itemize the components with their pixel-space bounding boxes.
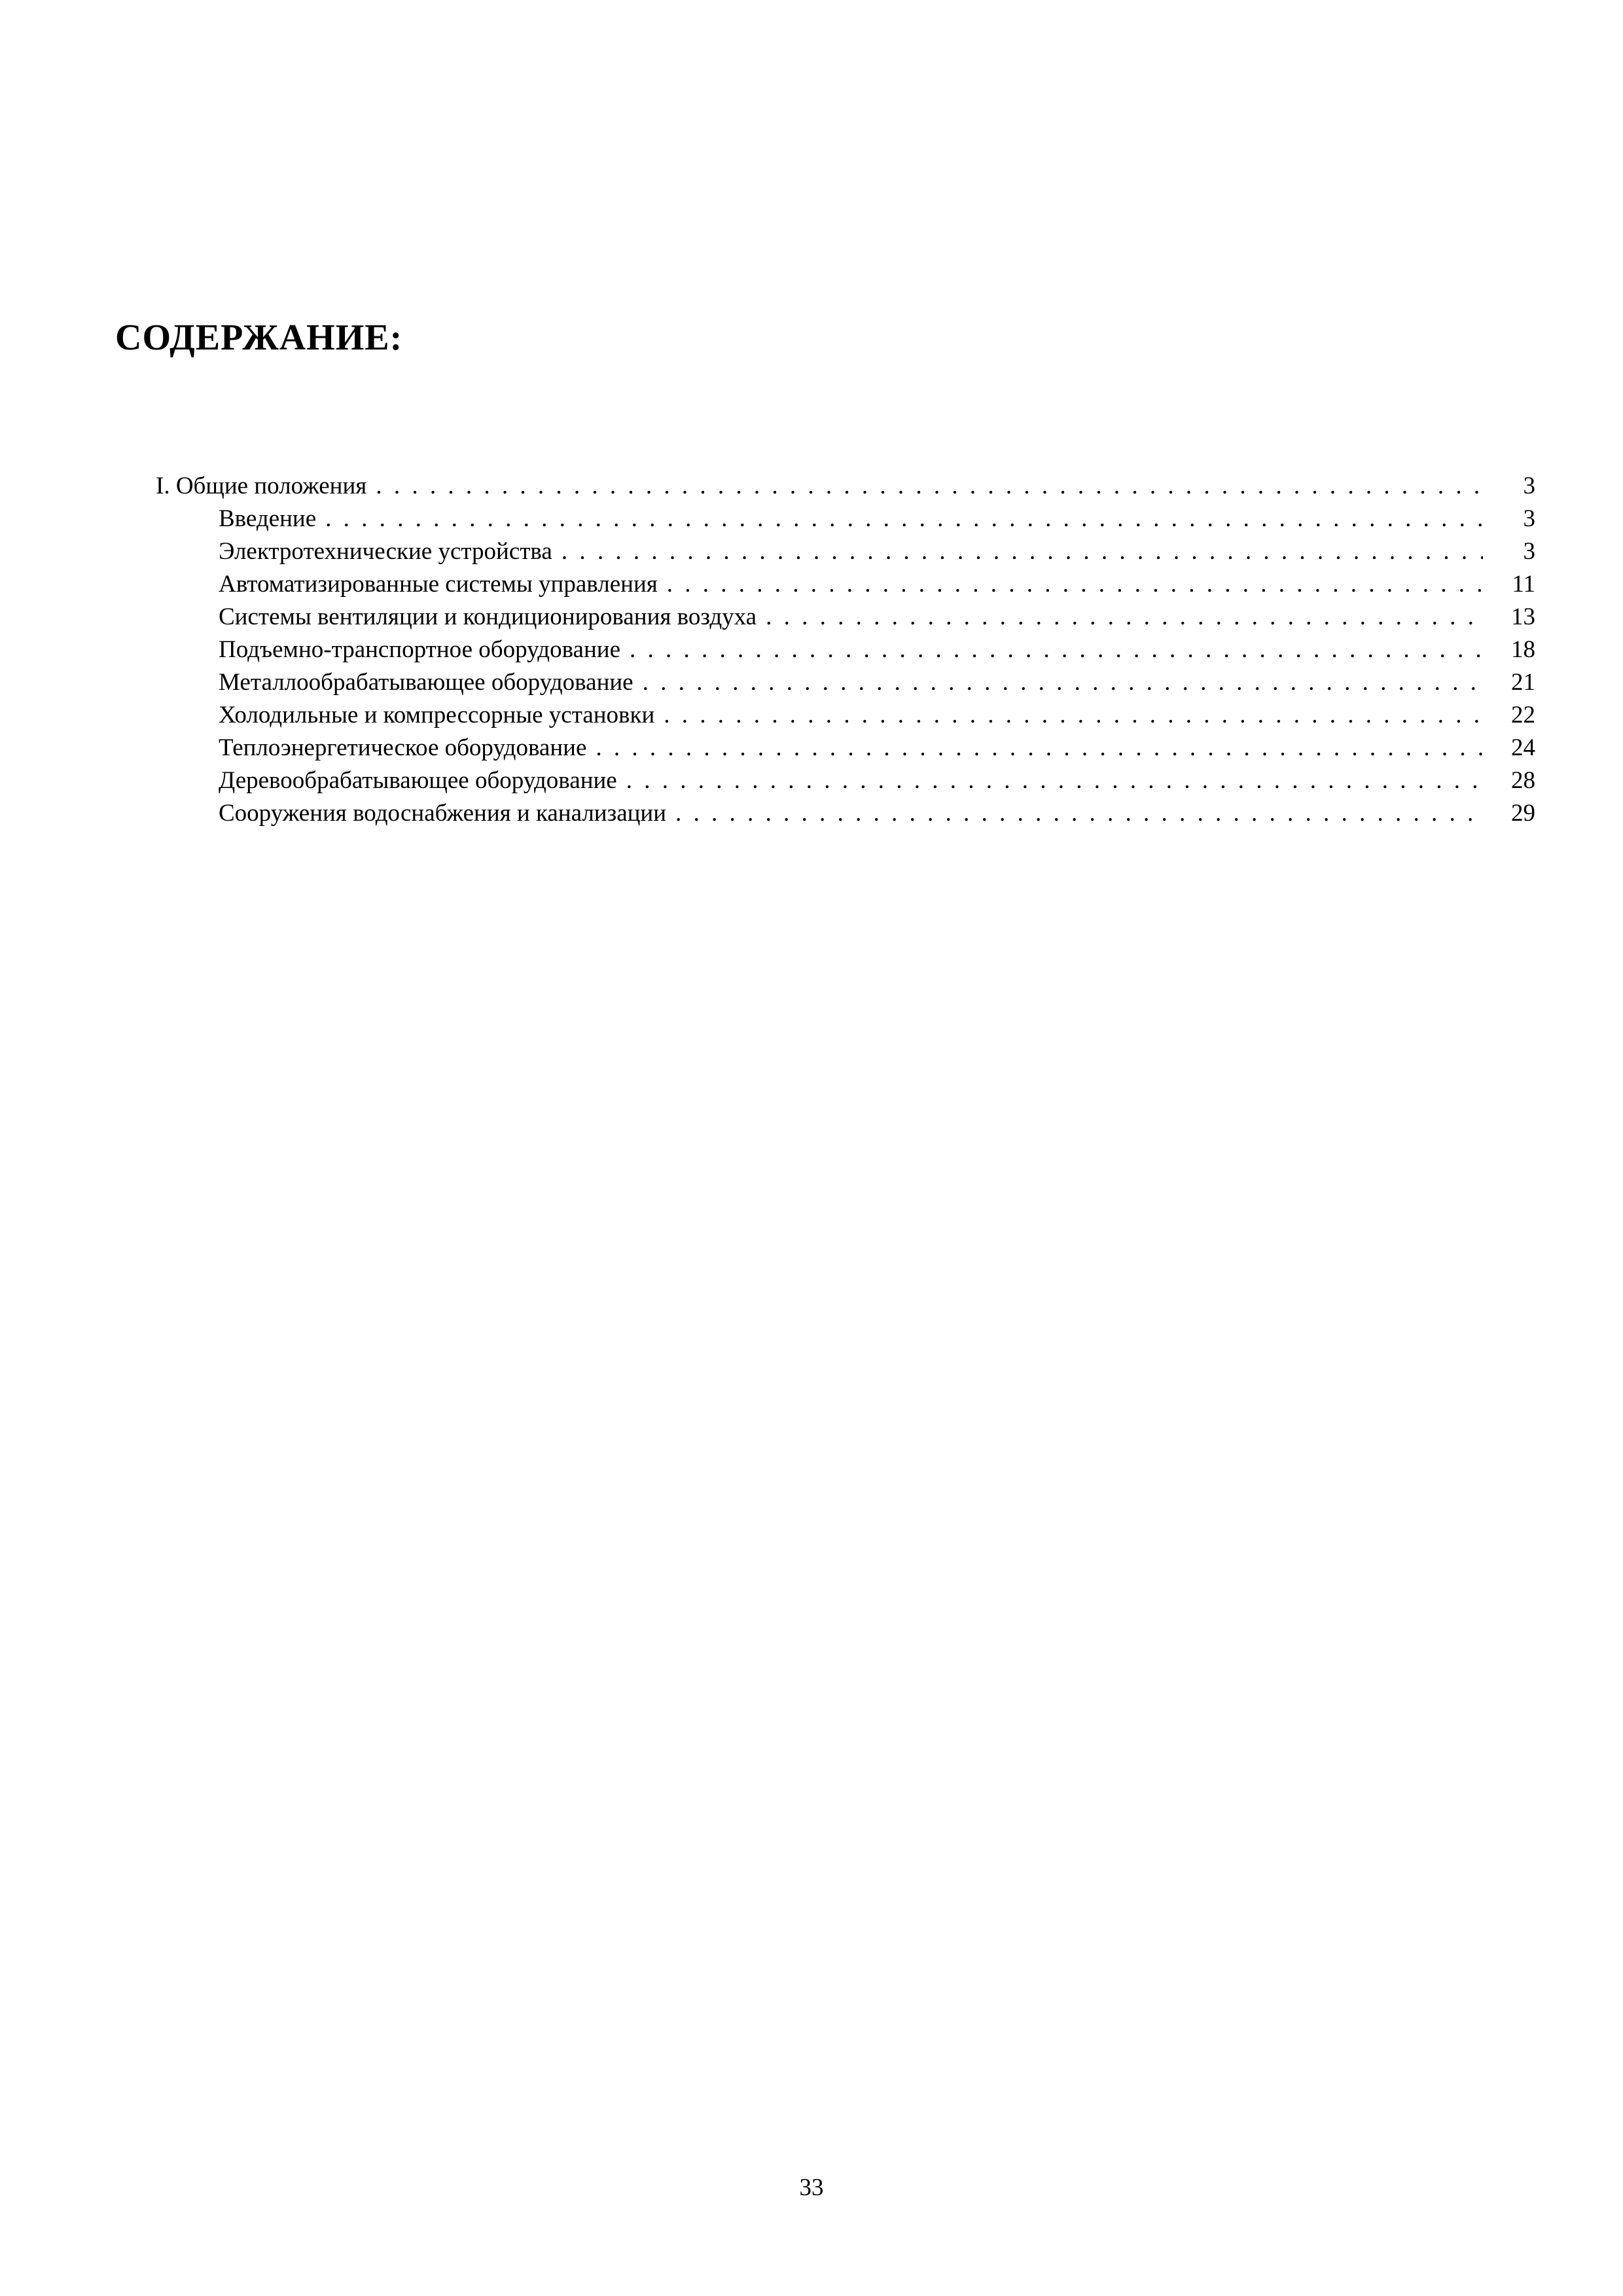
toc-entry[interactable] <box>156 764 1535 797</box>
toc-entry[interactable] <box>156 601 1535 634</box>
toc-entry[interactable] <box>156 503 1535 535</box>
toc-dot-leader <box>562 535 1483 568</box>
toc-entry[interactable] <box>156 732 1535 764</box>
toc-title: СОДЕРЖАНИЕ: <box>115 317 403 358</box>
toc-entry-page: 3 <box>1523 538 1535 565</box>
toc-entry[interactable] <box>156 634 1535 666</box>
toc-dot-leader <box>376 470 1483 503</box>
toc-entry-page: 3 <box>1523 505 1535 532</box>
toc-entry-page: 29 <box>1511 800 1535 827</box>
toc-entry-page: 21 <box>1511 669 1535 696</box>
toc-entry-label: Электротехнические устройства <box>219 538 552 565</box>
toc-entry[interactable] <box>156 699 1535 732</box>
toc-entry-label: Введение <box>219 505 317 532</box>
toc-entry-page: 11 <box>1512 571 1535 598</box>
toc-entry-label: Холодильные и компрессорные установки <box>219 702 655 728</box>
toc-dot-leader <box>630 634 1483 666</box>
toc-dot-leader <box>643 666 1483 699</box>
toc-dot-leader <box>667 568 1483 601</box>
toc-entry-page: 24 <box>1511 734 1535 761</box>
toc-dot-leader <box>664 699 1483 732</box>
toc-dot-leader <box>766 601 1483 634</box>
toc-entry[interactable] <box>156 797 1535 830</box>
toc-entry-page: 13 <box>1511 603 1535 630</box>
toc-entry-label: I. Общие положения <box>156 473 367 499</box>
toc-entry-page: 28 <box>1511 767 1535 794</box>
toc-entry-label: Теплоэнергетическое оборудование <box>219 734 587 761</box>
toc-entry-label: Автоматизированные системы управления <box>219 571 658 598</box>
toc-dot-leader <box>626 764 1483 797</box>
toc-entry-label: Подъемно-транспортное оборудование <box>219 636 621 663</box>
page-number: 33 <box>799 2174 824 2201</box>
toc-entry[interactable] <box>156 568 1535 601</box>
toc-entry-page: 18 <box>1511 636 1535 663</box>
toc-entry-label: Металлообрабатывающее оборудование <box>219 669 633 696</box>
toc-dot-leader <box>675 797 1483 830</box>
toc-entry-label: Системы вентиляции и кондиционирования воздуха <box>219 603 757 630</box>
table-of-contents <box>156 470 1535 830</box>
toc-dot-leader <box>596 732 1483 764</box>
toc-entry-page: 3 <box>1523 473 1535 499</box>
toc-entry[interactable] <box>156 666 1535 699</box>
toc-dot-leader <box>325 503 1483 535</box>
toc-entry-label: Деревообрабатывающее оборудование <box>219 767 617 794</box>
toc-entry[interactable] <box>156 535 1535 568</box>
toc-entry-label: Сооружения водоснабжения и канализации <box>219 800 667 827</box>
toc-entry[interactable] <box>156 470 1535 503</box>
toc-entry-page: 22 <box>1511 702 1535 728</box>
